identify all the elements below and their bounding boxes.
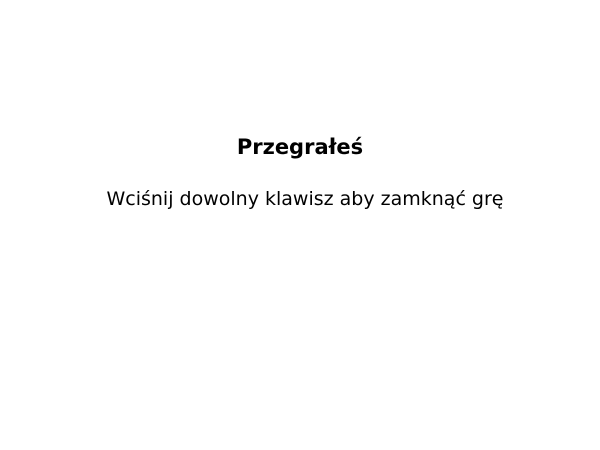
game-over-title: Przegrałeś (236, 135, 364, 159)
close-game-instruction: Wciśnij dowolny klawisz aby zamknąć grę (106, 188, 504, 210)
